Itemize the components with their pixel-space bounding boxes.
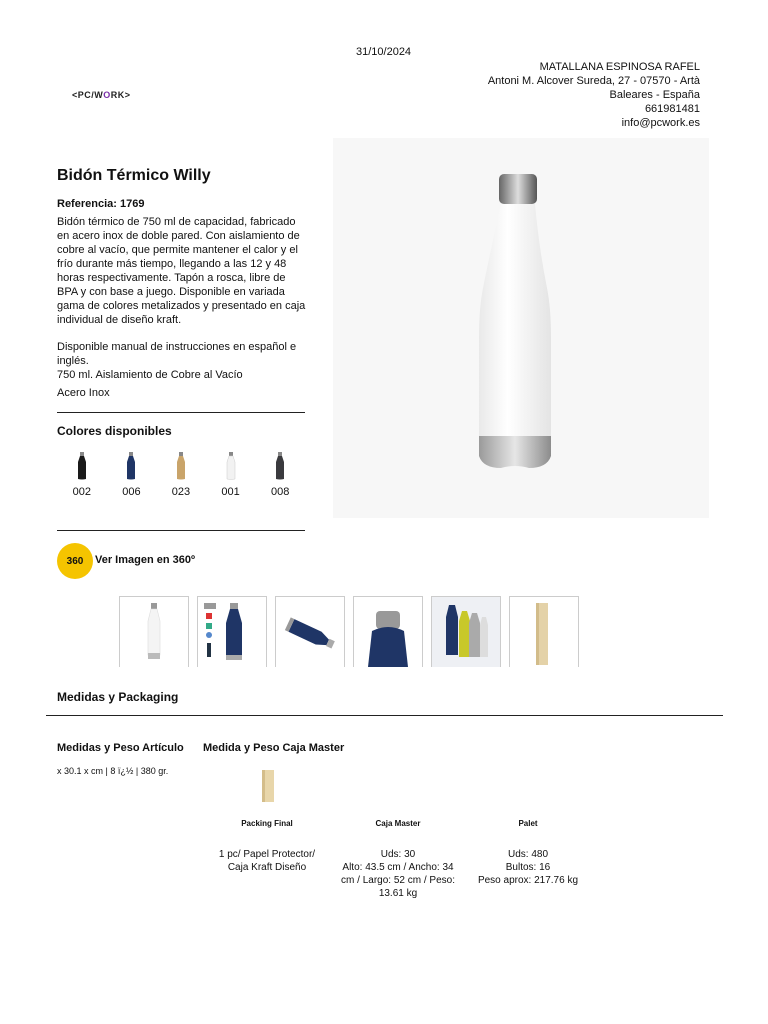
color-swatch-023[interactable] [156, 452, 206, 498]
thumb-image [120, 597, 188, 667]
color-swatch-006[interactable] [107, 452, 157, 498]
palet-title: Palet [518, 819, 538, 828]
thumb-image [510, 597, 578, 667]
product-hero-image [333, 138, 709, 518]
bottle-icon [226, 452, 236, 480]
product-material: Acero Inox [57, 387, 110, 399]
master-box-title: Medida y Peso Caja Master [203, 742, 345, 754]
thumb-image [432, 597, 500, 667]
divider [57, 530, 305, 531]
bottle-icon [176, 452, 186, 480]
company-phone: 661981481 [644, 103, 700, 115]
palet-uds: Uds: 480 [507, 849, 549, 860]
color-code: 008 [270, 486, 290, 498]
thumb-image [198, 597, 266, 667]
palet-column [472, 817, 584, 887]
thumbnail-3[interactable] [275, 596, 345, 667]
caja-master-column [336, 817, 460, 900]
company-name: MATALLANA ESPINOSA RAFEL [539, 61, 700, 73]
bottle-icon [126, 452, 136, 480]
caja-master-uds: Uds: 30 [380, 849, 416, 860]
color-code: 002 [72, 486, 91, 498]
caja-master-title: Caja Master [375, 819, 421, 828]
bottle-icon [77, 452, 87, 480]
article-measures-title: Medidas y Peso Artículo [57, 742, 184, 754]
product-reference: Referencia: 1769 [57, 198, 145, 210]
thumb-image [276, 597, 344, 667]
packing-final-value: 1 pc/ Papel Protector/ Caja Kraft Diseño [218, 849, 316, 873]
color-code: 006 [122, 486, 141, 498]
palet-bultos: Bultos: 16 [505, 862, 551, 873]
divider [46, 715, 723, 716]
product-manual-note: Disponible manual de instrucciones en español e inglés. [57, 341, 297, 367]
address-line-1: Antoni M. Alcover Sureda, 27 - 07570 - Artà [487, 75, 700, 87]
company-address-block [488, 60, 700, 130]
thumbnail-2[interactable] [197, 596, 267, 667]
kraft-box-icon [258, 768, 278, 809]
product-description-block [57, 215, 307, 400]
thumbnail-6[interactable] [509, 596, 579, 667]
bottle-image [333, 138, 709, 518]
color-code: 001 [221, 486, 240, 498]
view-360-link[interactable]: Ver Imagen en 360º [95, 554, 196, 566]
company-logo: <PC/WORK> [72, 90, 131, 100]
address-line-2: Baleares - España [609, 89, 700, 101]
color-swatch-001[interactable] [206, 452, 256, 498]
color-swatch-008[interactable] [255, 452, 305, 498]
product-title: Bidón Térmico Willy [57, 167, 211, 184]
thumbnail-5[interactable] [431, 596, 501, 667]
article-measures-value: x 30.1 x cm | 8 ï¿½ | 380 gr. [57, 766, 169, 776]
color-swatches [57, 452, 305, 498]
thumbnail-4[interactable] [353, 596, 423, 667]
packing-final-column [211, 817, 323, 874]
thumbnail-strip [119, 596, 579, 667]
thumbnail-1[interactable] [119, 596, 189, 667]
divider [57, 412, 305, 413]
colors-title: Colores disponibles [57, 424, 172, 438]
packing-final-title: Packing Final [241, 819, 293, 828]
color-code: 023 [171, 486, 191, 498]
caja-master-dims: Alto: 43.5 cm / Ancho: 34 cm / Largo: 52 cm / Peso: 13.61 kg [341, 862, 455, 899]
bottle-icon [275, 452, 285, 480]
view-360-icon[interactable]: 360 [57, 543, 93, 579]
palet-peso: Peso aprox: 217.76 kg [477, 875, 579, 886]
company-email[interactable]: info@pcwork.es [621, 117, 700, 129]
thumb-image [354, 597, 422, 667]
packaging-section-title: Medidas y Packaging [57, 690, 179, 704]
color-swatch-002[interactable] [57, 452, 107, 498]
product-feature: 750 ml. Aislamiento de Cobre al Vacío [57, 369, 243, 381]
document-date: 31/10/2024 [356, 46, 412, 58]
product-description: Bidón térmico de 750 ml de capacidad, fabricado en acero inox de doble pared. Con aislamiento de cobre al vacío, que permite mantener el calor y el frío durante más tiempo, llegando a las 12 y 48 horas respectivamente. Tapón a rosca, libre de BPA y con base a juego. Disponible en variada gama de colores metalizados y presentado en caja individual de diseño kraft. [57, 216, 306, 326]
